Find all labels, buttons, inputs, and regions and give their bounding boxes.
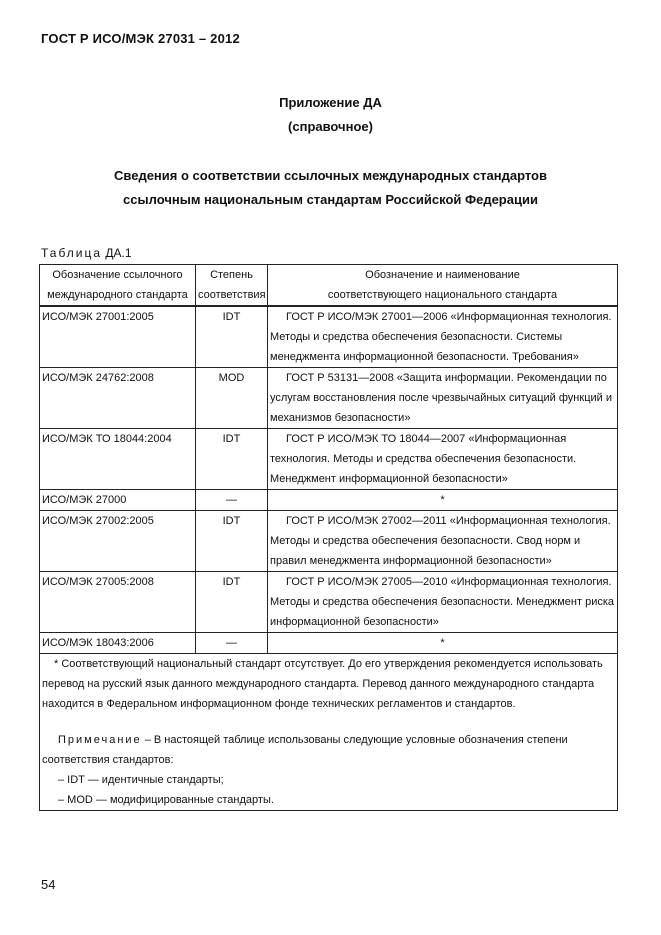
row-degree: IDT — [196, 511, 268, 572]
header-international-standard — [40, 265, 196, 307]
footnote-cell — [40, 654, 618, 811]
note-block — [42, 730, 615, 810]
header-col2-line1: Степень — [210, 269, 253, 281]
row-degree: MOD — [196, 368, 268, 429]
row-degree: — — [196, 633, 268, 654]
row-degree: IDT — [196, 429, 268, 490]
table-header-row — [40, 265, 618, 307]
note-lead — [42, 730, 615, 770]
row-national: * — [268, 490, 618, 511]
section-title-line-1: Сведения о соответствии ссылочных международных стандартов — [114, 168, 547, 183]
header-col1-line1: Обозначение ссылочного — [52, 269, 183, 281]
row-degree: — — [196, 490, 268, 511]
correspondence-table — [39, 264, 618, 811]
row-ref: ИСО/МЭК 27000 — [40, 490, 196, 511]
row-national: ГОСТ Р ИСО/МЭК ТО 18044—2007 «Информационная технология. Методы и средства обеспечения безопасности. Менеджмент информационной безопасности» — [268, 429, 618, 490]
table-row — [40, 572, 618, 633]
row-degree: IDT — [196, 306, 268, 368]
table-row — [40, 429, 618, 490]
header-col1-line2: международного стандарта — [47, 289, 188, 301]
footnote-text: * Соответствующий национальный стандарт отсутствует. До его утверждения рекомендуется использовать перевод на русский язык данного международного стандарта. Перевод данного международного стандарта находится в Федеральном информационном фонде технических регламентов и стандартов. — [42, 658, 603, 710]
row-ref: ИСО/МЭК 27005:2008 — [40, 572, 196, 633]
header-col2-line2: соответствия — [198, 289, 266, 301]
note-item-idt: – IDT — идентичные стандарты; — [58, 774, 224, 786]
table-label — [41, 246, 132, 260]
note-item-mod: – MOD — модифицированные стандарты. — [58, 794, 274, 806]
note-text: – В настоящей таблице использованы следующие условные обозначения степени соответствия стандартов: — [42, 734, 568, 766]
header-national-standard — [268, 265, 618, 307]
row-ref: ИСО/МЭК 27001:2005 — [40, 306, 196, 368]
appendix-title: Приложение ДА — [279, 95, 382, 110]
row-national: * — [268, 633, 618, 654]
row-ref: ИСО/МЭК 24762:2008 — [40, 368, 196, 429]
row-ref: ИСО/МЭК 18043:2006 — [40, 633, 196, 654]
row-ref: ИСО/МЭК ТО 18044:2004 — [40, 429, 196, 490]
section-title-line-2: ссылочным национальным стандартам Российской Федерации — [123, 192, 538, 207]
note-word: Примечание — [58, 734, 142, 746]
table-row — [40, 511, 618, 572]
table-row — [40, 306, 618, 368]
document-code-header: ГОСТ Р ИСО/МЭК 27031 – 2012 — [41, 31, 240, 46]
section-title — [0, 164, 661, 212]
page-number: 54 — [41, 877, 56, 892]
footnote-row — [40, 654, 618, 811]
row-national: ГОСТ Р 53131—2008 «Защита информации. Рекомендации по услугам восстановления после чрезвычайных ситуаций функций и механизмов безопасности» — [268, 368, 618, 429]
header-degree — [196, 265, 268, 307]
appendix-subtitle: (справочное) — [288, 119, 373, 134]
table-label-number: ДА.1 — [102, 246, 132, 260]
table-row — [40, 490, 618, 511]
row-degree: IDT — [196, 572, 268, 633]
header-col3-line2: соответствующего национального стандарта — [327, 289, 558, 301]
row-national: ГОСТ Р ИСО/МЭК 27005—2010 «Информационная технология. Методы и средства обеспечения безопасности. Менеджмент риска информационной безопасности» — [268, 572, 618, 633]
row-national: ГОСТ Р ИСО/МЭК 27002—2011 «Информационная технология. Методы и средства обеспечения безопасности. Свод норм и правил менеджмента информационной безопасности» — [268, 511, 618, 572]
header-col3-line1: Обозначение и наименование — [365, 269, 520, 281]
row-ref: ИСО/МЭК 27002:2005 — [40, 511, 196, 572]
table-label-word: Таблица — [41, 246, 103, 260]
table-row — [40, 633, 618, 654]
row-national: ГОСТ Р ИСО/МЭК 27001—2006 «Информационная технология. Методы и средства обеспечения безопасности. Системы менеджмента информационной безопасности. Требования» — [268, 306, 618, 368]
table-row — [40, 368, 618, 429]
